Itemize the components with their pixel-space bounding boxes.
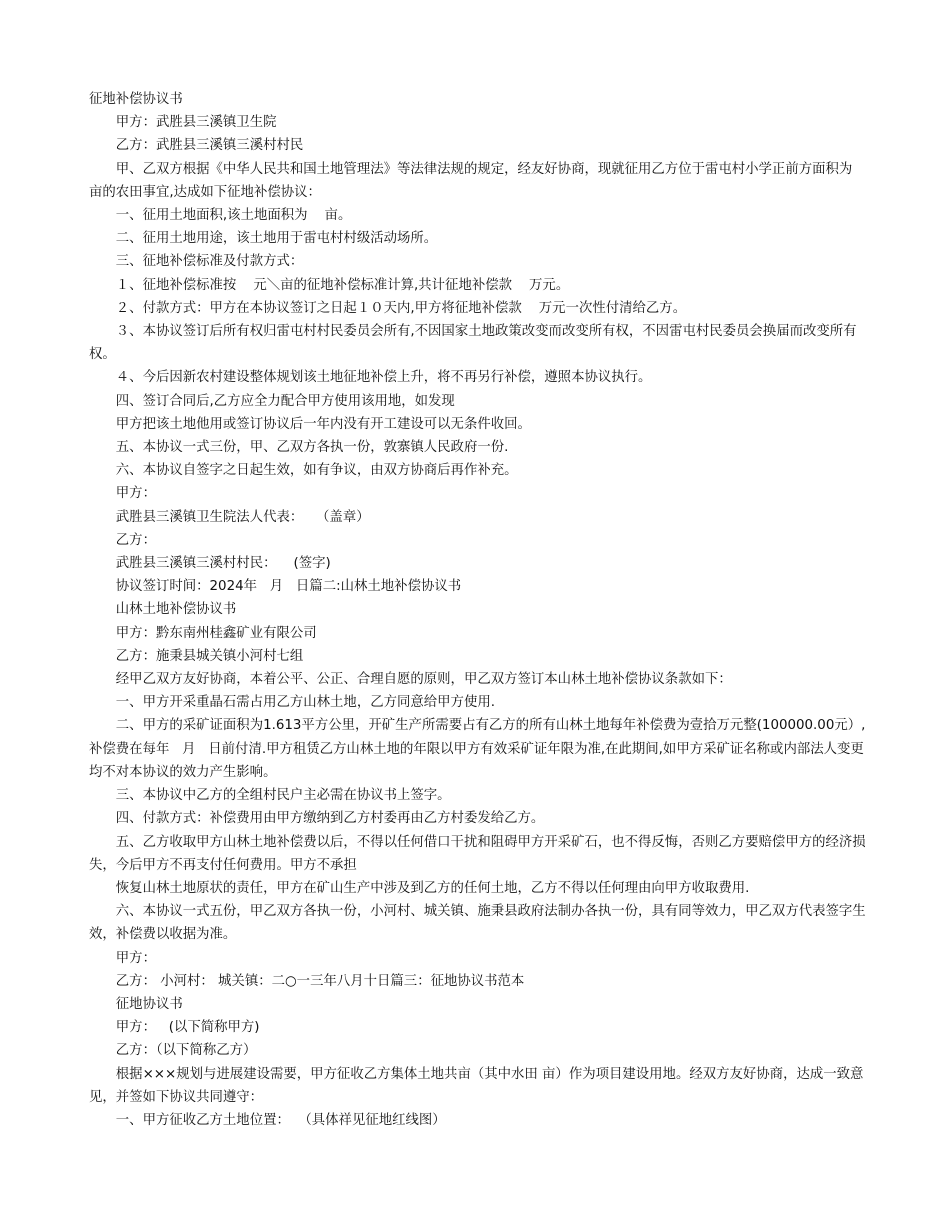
clause-paragraph: 一、甲方开采重晶石需占用乙方山林土地，乙方同意给甲方使用. <box>115 695 495 711</box>
clause-paragraph: ３、本协议签订后所有权归雷屯村村民委员会所有,不因国家土地政策改变而改变所有权，不因雷屯村民委员会换届而改变所有权。 <box>89 324 857 363</box>
clause-paragraph: 六、本协议一式五份，甲乙双方各执一份，小河村、城关镇、施秉县政府法制办各执一份，具有同等效力，甲乙双方代表签字生效，补偿费以收据为准。 <box>89 904 866 943</box>
clause-paragraph: 四、付款方式：补偿费用由甲方缴纳到乙方村委再由乙方村委发给乙方。 <box>115 811 545 827</box>
preamble-paragraph: 根据×××规划与进展建设需要，甲方征收乙方集体土地共亩（其中水田 亩）作为项目建设用地。经双方友好协商，达成一致意见，并签如下协议共同遵守： <box>89 1066 864 1105</box>
clause-paragraph: 一、征用土地面积,该土地面积为 亩。 <box>115 208 352 224</box>
signature-line: 武胜县三溪镇三溪村村民： (签字) <box>115 556 331 572</box>
clause-paragraph: 二、甲方的采矿证面积为1.613平方公里，开矿生产所需要占有乙方的所有山林土地每年补偿费为壹拾万元整(100000.00元）,补偿费在每年 月 日前付清.甲方租赁乙方山林土地的年限以甲方有效采矿证年限为准,在此期间,如甲方采矿证名称或内部法人变更均不对本协议的效力产生影响。 <box>89 718 866 780</box>
clause-paragraph: 二、征用土地用途，该土地用于雷屯村村级活动场所。 <box>115 231 438 247</box>
signing-date-line: 协议签订时间：2024年 月 日篇二:山林土地补偿协议书 <box>115 579 462 595</box>
preamble-paragraph: 甲、乙双方根据《中华人民共和国土地管理法》等法律法规的规定，经友好协商，现就征用乙方位于雷屯村小学正前方面积为 亩的农田事宜,达成如下征地补偿协议： <box>89 161 870 200</box>
signature-line: 甲方： <box>115 486 156 502</box>
party-b-line: 乙方：武胜县三溪镇三溪村村民 <box>115 138 304 154</box>
preamble-paragraph: 经甲乙双方友好协商，本着公平、公正、合理自愿的原则，甲乙双方签订本山林土地补偿协议条款如下： <box>115 672 732 688</box>
party-b-line: 乙方：施秉县城关镇小河村七组 <box>115 648 304 664</box>
signature-line: 甲方： <box>115 950 156 966</box>
party-a-line: 甲方： (以下简称甲方) <box>115 1020 260 1036</box>
party-a-line: 甲方：武胜县三溪镇卫生院 <box>115 115 277 131</box>
section-title: 山林土地补偿协议书 <box>115 602 237 618</box>
signature-line: 武胜县三溪镇卫生院法人代表： （盖章） <box>115 509 370 525</box>
clause-paragraph: 六、本协议自签字之日起生效，如有争议，由双方协商后再作补充。 <box>115 463 518 479</box>
clause-paragraph: 三、本协议中乙方的全组村民户主必需在协议书上签字。 <box>115 788 451 804</box>
clause-paragraph: 恢复山林土地原状的责任，甲方在矿山生产中涉及到乙方的任何土地，乙方不得以任何理由向甲方收取费用. <box>115 880 750 896</box>
clause-paragraph: 一、甲方征收乙方土地位置： （具体祥见征地红线图） <box>115 1112 446 1128</box>
signature-line: 乙方： 小河村： 城关镇：二○一三年八月十日篇三：征地协议书范本 <box>115 973 525 989</box>
section-title: 征地协议书 <box>115 996 183 1012</box>
clause-paragraph: 五、乙方收取甲方山林土地补偿费以后，不得以任何借口干扰和阻碍甲方开采矿石，也不得反悔，否则乙方要赔偿甲方的经济损失，今后甲方不再支付任何费用。甲方不承担 <box>89 834 866 873</box>
clause-paragraph: ２、付款方式：甲方在本协议签订之日起１０天内,甲方将征地补偿款 万元一次性付清给乙方。 <box>115 300 687 316</box>
clause-paragraph: 甲方把该土地他用或签订协议后一年内没有开工建设可以无条件收回。 <box>115 416 531 432</box>
document-title: 征地补偿协议书 <box>89 92 183 107</box>
document-body <box>89 88 874 1132</box>
party-b-line: 乙方：（以下简称乙方） <box>115 1043 257 1059</box>
clause-paragraph: 五、本协议一式三份，甲、乙双方各执一份，敦寨镇人民政府一份. <box>115 440 509 456</box>
party-a-line: 甲方：黔东南州桂鑫矿业有限公司 <box>115 625 317 641</box>
clause-paragraph: 三、征地补偿标准及付款方式： <box>115 254 304 270</box>
clause-paragraph: 四、签订合同后,乙方应全力配合甲方使用该用地，如发现 <box>115 393 455 409</box>
clause-paragraph: ４、今后因新农村建设整体规划该土地征地补偿上升，将不再另行补偿，遵照本协议执行。 <box>115 370 652 386</box>
signature-line: 乙方： <box>115 532 156 548</box>
clause-paragraph: １、征地补偿标准按 元＼亩的征地补偿标准计算,共计征地补偿款 万元。 <box>115 277 570 293</box>
